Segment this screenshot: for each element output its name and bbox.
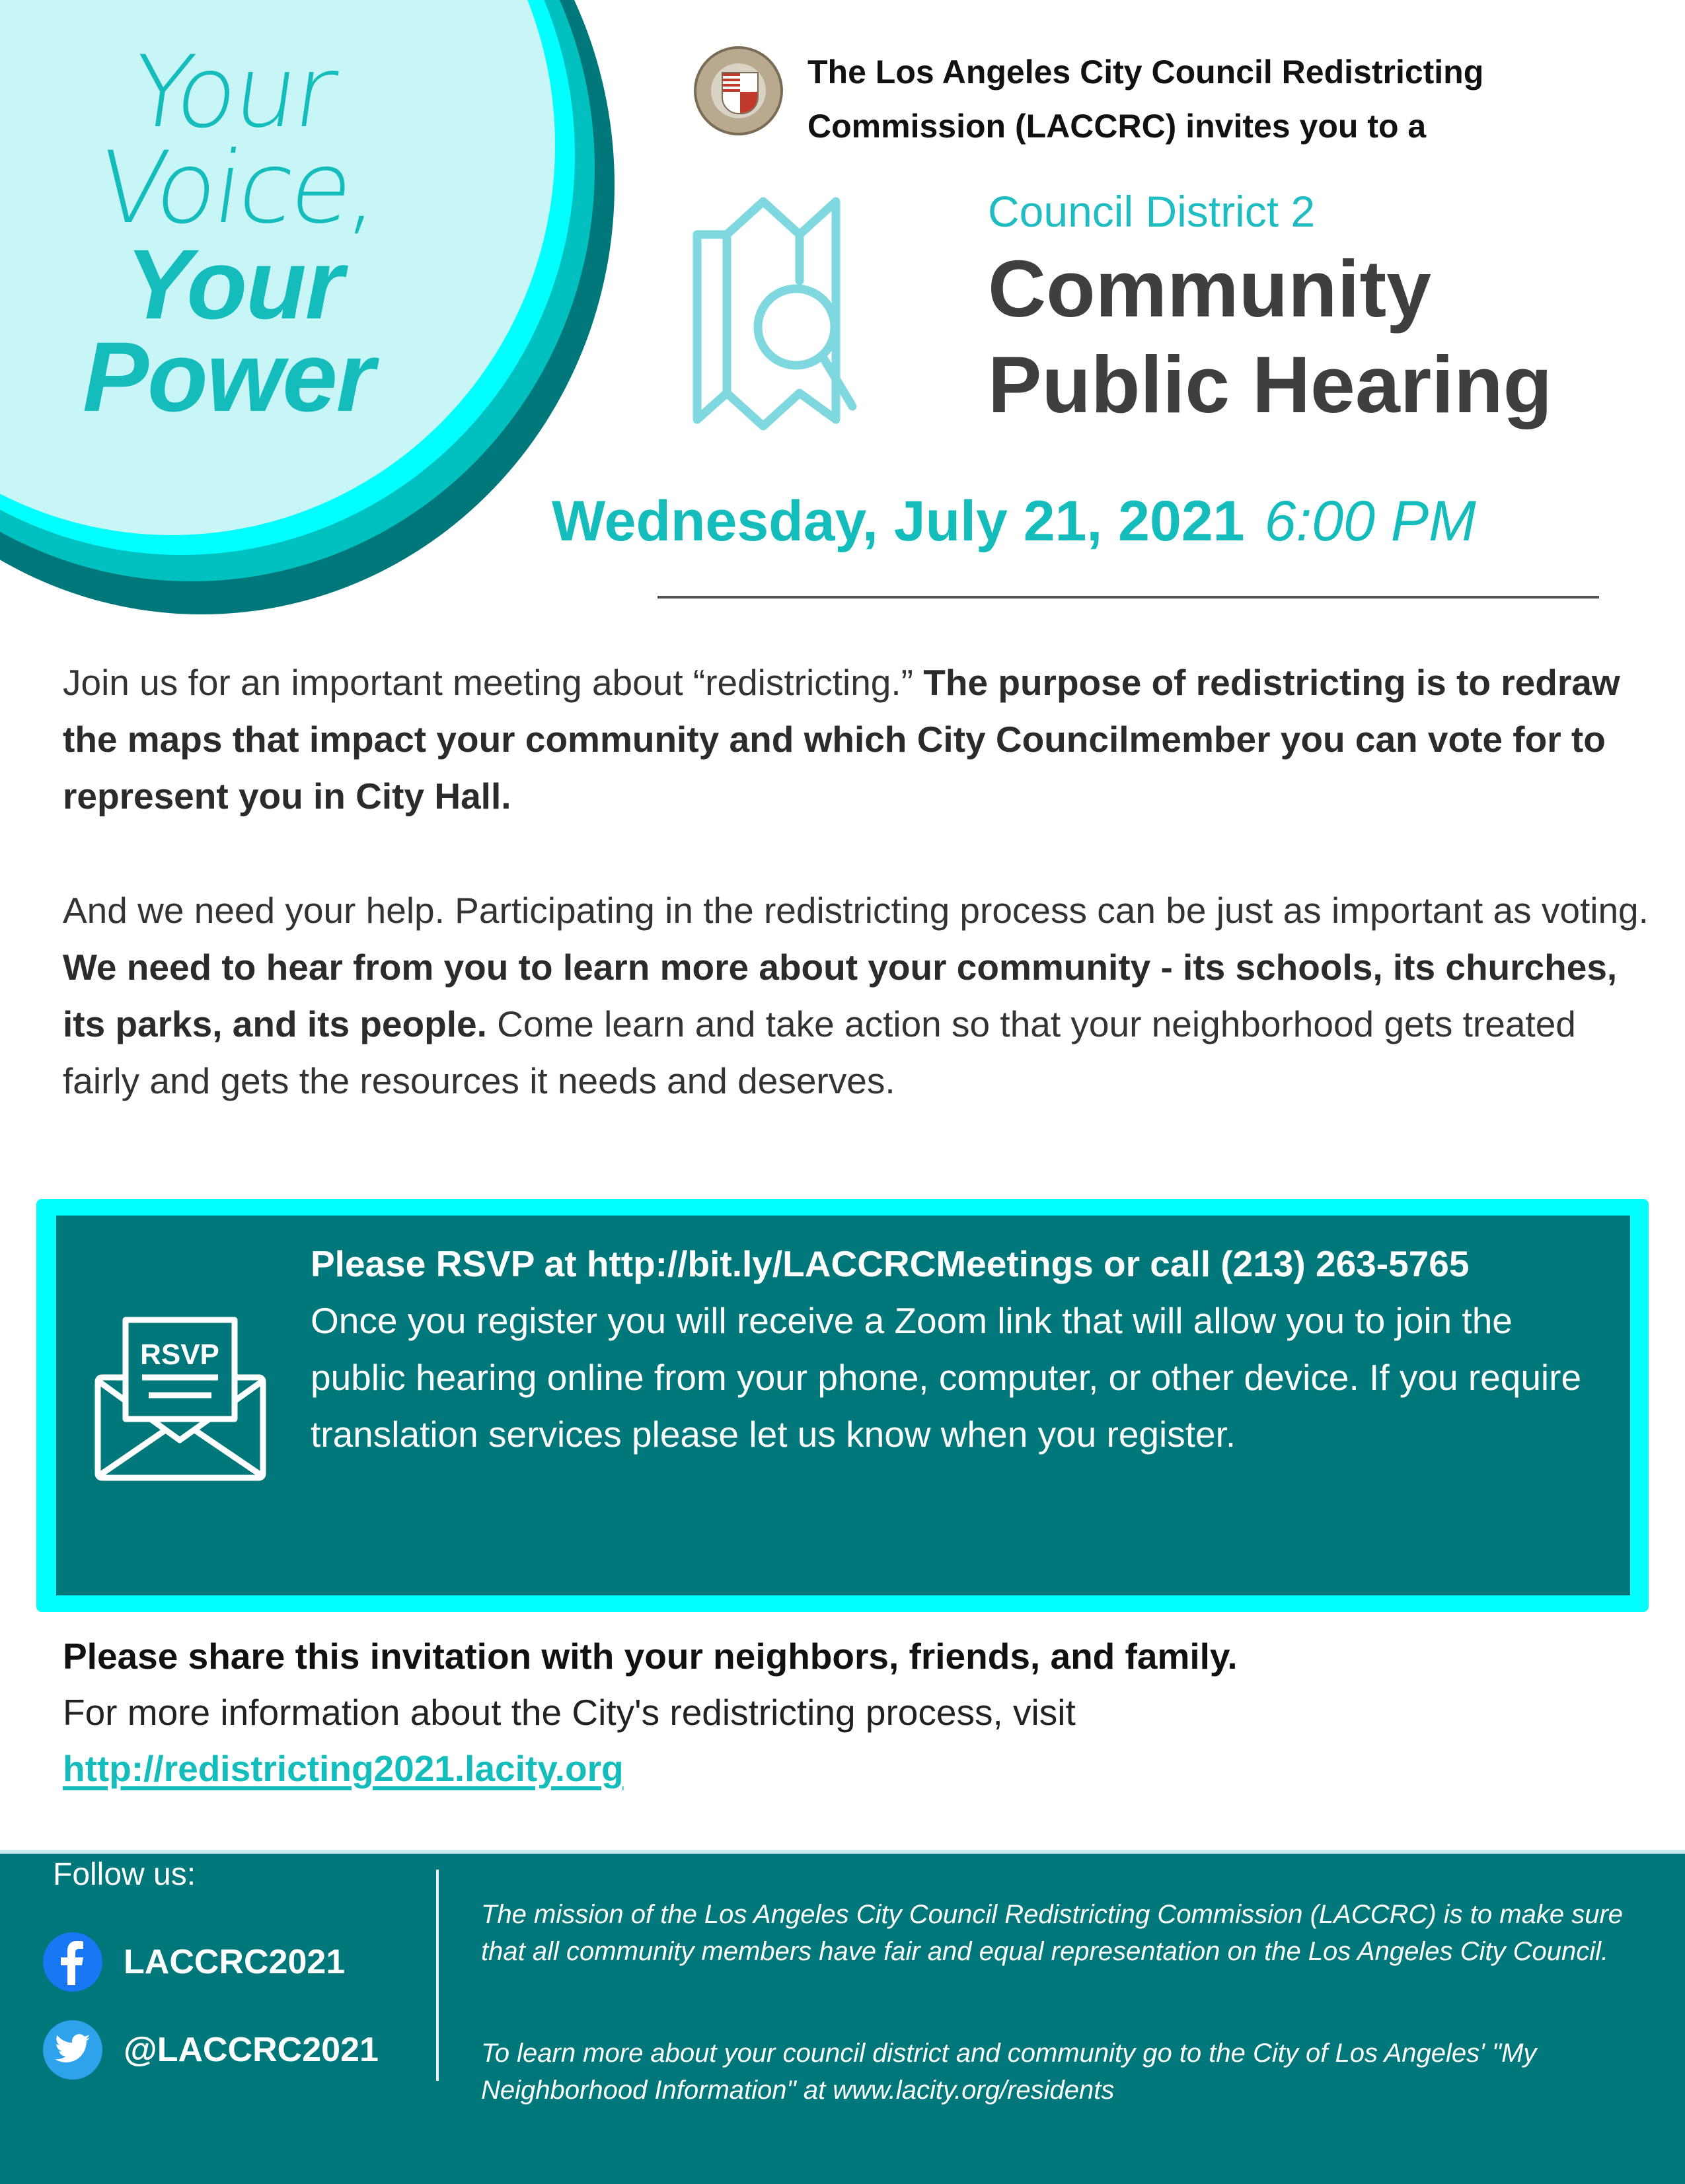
facebook-icon[interactable] [43, 1932, 102, 1992]
envelope-rsvp-icon [93, 1315, 268, 1483]
svg-text:RSVP: RSVP [140, 1338, 219, 1371]
share-invitation: Please share this invitation with your neighbors, friends, and family. [63, 1636, 1238, 1677]
intro-bold: The purpose of redistricting is to redraw the maps that impact your community and which City Councilmember you can vote for to represent you in City Hall. [63, 662, 1620, 817]
mission-statement: The mission of the Los Angeles City Council Redistricting Commission (LACCRC) is to make sure that all community members have fair and equal representation on the Los Angeles City Council. [481, 1900, 1624, 1966]
help-bold: We need to hear from you to learn more about your community - its schools, its churches, its parks, and its people. [63, 947, 1618, 1044]
redistricting-link[interactable]: http://redistricting2021.lacity.org [63, 1748, 624, 1789]
rsvp-text [311, 1235, 1606, 1463]
intro-paragraph [63, 654, 1649, 824]
event-title-line-2: Public Hearing [988, 340, 1553, 429]
intro-regular: Join us for an important meeting about “redistricting.” [63, 662, 924, 703]
social-twitter[interactable] [43, 2018, 413, 2081]
header-line-1: The Los Angeles City Council Redistricting [807, 54, 1484, 91]
city-seal-icon [694, 46, 783, 135]
follow-us-label: Follow us: [53, 1857, 196, 1892]
slogan-line-3: Your [126, 229, 343, 340]
seal-flag-quadrant [723, 73, 740, 92]
header-invite [807, 45, 1483, 153]
event-date: Wednesday, July 21, 2021 [552, 490, 1245, 553]
slogan-line-2: Voice, [91, 131, 387, 246]
event-datetime [552, 489, 1476, 554]
council-district: Council District 2 [988, 187, 1316, 236]
social-facebook[interactable] [43, 1930, 413, 1993]
facebook-handle[interactable]: LACCRC2021 [124, 1942, 346, 1981]
seal-red-quadrant [740, 92, 757, 113]
footer-divider [436, 1870, 439, 2081]
help-paragraph [63, 882, 1649, 1109]
divider-rule [657, 596, 1599, 599]
learn-more-text: To learn more about your council district and community go to the City of Los Angeles' "My Neighborhood Information" at www.lacity.org/residents [481, 2039, 1537, 2105]
help-regular-a: And we need your help. Participating in the redistricting process can be just as important as voting. [63, 890, 1649, 931]
event-time: 6:00 PM [1264, 490, 1476, 553]
event-title-line-1: Community [988, 244, 1431, 334]
twitter-icon[interactable] [43, 2020, 102, 2080]
more-info-text: For more information about the City's redistricting process, visit [63, 1692, 1076, 1733]
slogan-line-4: Power [83, 321, 374, 432]
map-search-icon [691, 195, 935, 439]
rsvp-details: Once you register you will receive a Zoom link that will allow you to join the public hearing online from your phone, computer, or other device. If you require translation services please let us know when you register. [311, 1300, 1582, 1455]
slogan-line-1: Your [124, 35, 342, 150]
help-regular-b: Come learn and take action so that your neighborhood gets treated fairly and gets the resources it needs and deserves. [63, 1003, 1576, 1101]
seal-shield [722, 72, 759, 114]
header-line-2: Commission (LACCRC) invites you to a [807, 108, 1427, 145]
rsvp-headline[interactable]: Please RSVP at http://bit.ly/LACCRCMeetings or call (213) 263-5765 [311, 1243, 1470, 1284]
twitter-handle[interactable]: @LACCRC2021 [124, 2030, 379, 2069]
